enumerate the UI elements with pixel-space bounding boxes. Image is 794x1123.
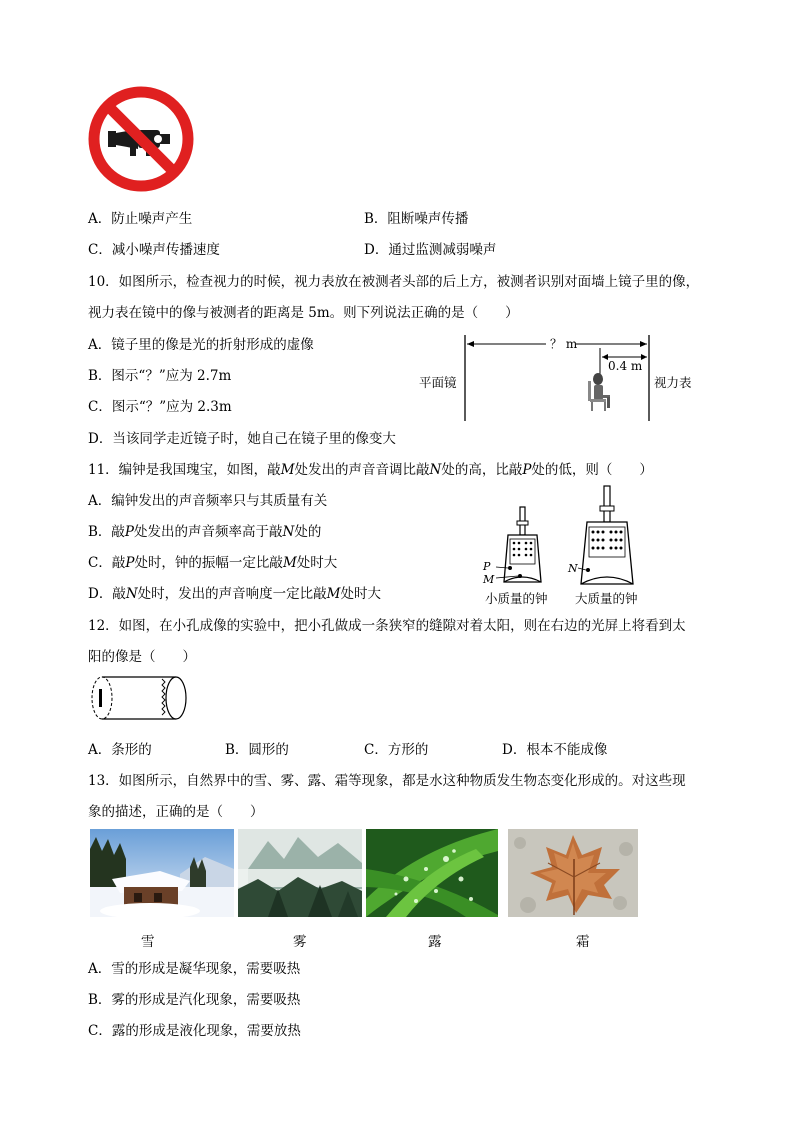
offset-label: 0.4 m — [608, 359, 643, 373]
caption-dew: 露 — [428, 934, 442, 950]
seated-person-icon — [588, 373, 610, 411]
bells-diagram — [478, 484, 648, 609]
svg-text:M: M — [483, 573, 495, 586]
q9-option-a: A．防止噪声产生 — [88, 211, 193, 227]
q11-option-d: D．敲N处时，发出的声音响度一定比敲M处时大 — [88, 586, 381, 602]
snow-photo — [90, 829, 234, 917]
q12-option-d: D．根本不能成像 — [502, 742, 608, 758]
pinhole-cylinder-diagram — [88, 673, 198, 725]
fog-photo — [238, 829, 362, 917]
q11-option-b: B．敲P处发出的声音频率高于敲N处的 — [88, 524, 322, 540]
q13-stem-line2: 象的描述，正确的是（ ） — [88, 804, 264, 820]
q10-option-a: A．镜子里的像是光的折射形成的虚像 — [88, 337, 314, 353]
q13-stem-line1: 13．如图所示，自然界中的雪、雾、露、霜等现象，都是水这种物质发生物态变化形成的。对这些现 — [88, 773, 686, 789]
q9-option-b: B．阻断噪声传播 — [364, 211, 469, 227]
q13-option-b: B．雾的形成是汽化现象，需要吸热 — [88, 992, 301, 1008]
q12-stem-line1: 12．如图，在小孔成像的实验中，把小孔做成一条狭窄的缝隙对着太阳，则在右边的光屏上将看到太 — [88, 618, 686, 634]
q13-option-c: C．露的形成是液化现象，需要放热 — [88, 1023, 301, 1039]
caption-fog: 雾 — [293, 934, 307, 950]
no-horn-sign-icon — [86, 84, 196, 194]
q9-option-c: C．减小噪声传播速度 — [88, 242, 220, 258]
q11-stem: 11．编钟是我国瑰宝，如图，敲M处发出的声音音调比敲N处的高，比敲P处的低，则（ ） — [88, 462, 653, 478]
distance-label: ？ m — [550, 337, 578, 351]
q10-option-c: C．图示“？”应为 2.3m — [88, 399, 232, 415]
q12-stem-line2: 阳的像是（ ） — [88, 649, 196, 665]
q12-option-b: B．圆形的 — [225, 742, 289, 758]
q12-option-a: A．条形的 — [88, 742, 152, 758]
eye-chart-label: 视力表 — [654, 375, 692, 390]
q10-stem-line2: 视力表在镜中的像与被测者的距离是 5m。则下列说法正确的是（ ） — [88, 305, 519, 321]
frost-photo — [508, 829, 638, 917]
caption-frost: 霜 — [576, 934, 590, 950]
small-bell-icon — [482, 507, 541, 586]
q12-option-c: C．方形的 — [364, 742, 429, 758]
q13-option-a: A．雪的形成是凝华现象，需要吸热 — [88, 961, 301, 977]
small-bell-caption: 小质量的钟 — [485, 591, 548, 606]
svg-text:N: N — [568, 562, 578, 575]
q10-option-d: D．当该同学走近镜子时，她自己在镜子里的像变大 — [88, 431, 396, 447]
large-bell-icon — [567, 486, 633, 584]
q10-option-b: B．图示“？”应为 2.7m — [88, 368, 232, 384]
dew-photo — [366, 829, 498, 917]
q11-option-c: C．敲P处时，钟的振幅一定比敲M处时大 — [88, 555, 338, 571]
q10-stem-line1: 10．如图所示，检查视力的时候，视力表放在被测者头部的后上方，被测者识别对面墙上镜子里的像， — [88, 274, 700, 290]
eye-test-diagram — [416, 333, 706, 423]
svg-text:P: P — [483, 560, 491, 573]
caption-snow: 雪 — [141, 934, 155, 950]
mirror-label: 平面镜 — [419, 375, 457, 390]
large-bell-caption: 大质量的钟 — [575, 591, 638, 606]
q11-option-a: A．编钟发出的声音频率只与其质量有关 — [88, 493, 328, 509]
q9-option-d: D．通过监测减弱噪声 — [364, 242, 497, 258]
